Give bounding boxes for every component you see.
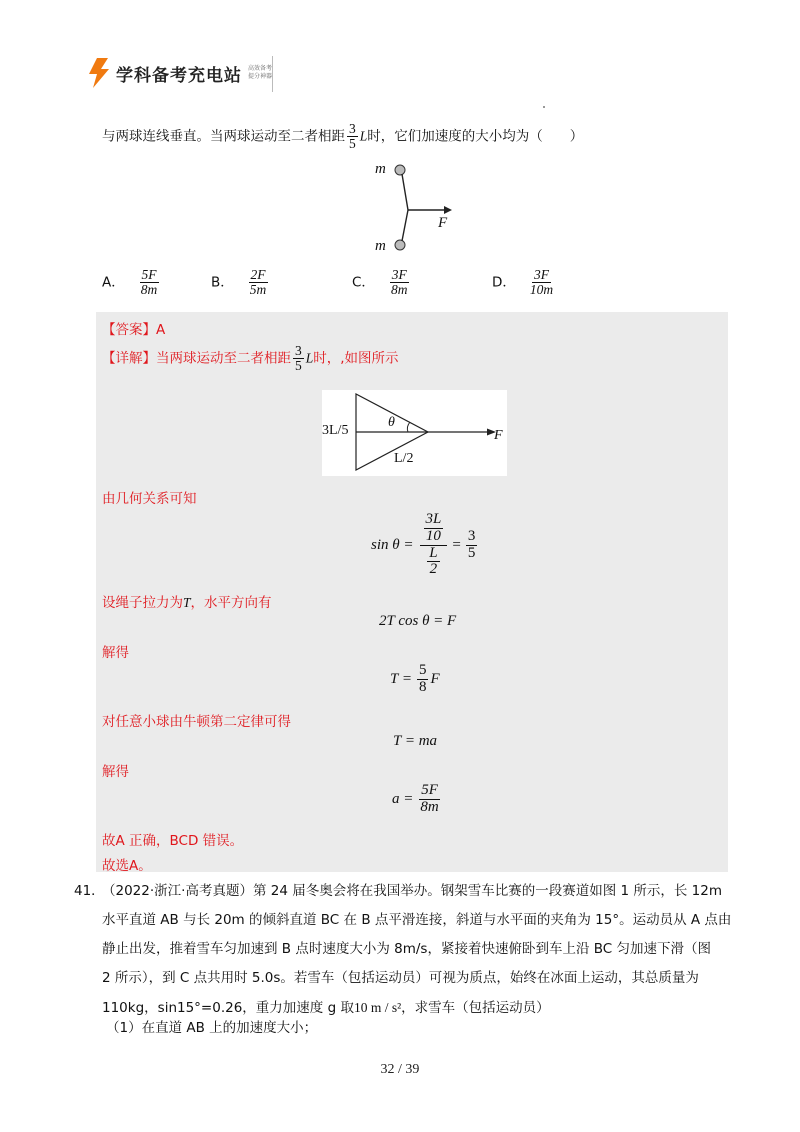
equation-accel-result: a = $\frac{5F}{8m}$ — [392, 782, 439, 815]
force-label: F — [438, 215, 448, 231]
sub-question-1: （1）在直道 AB 上的加速度大小； — [106, 1020, 318, 1036]
equation-newton: T = ma — [393, 733, 438, 749]
step-tension: 设绳子拉力为T，水平方向有 — [102, 595, 272, 611]
option-b[interactable]: B． $\frac{2F}{5m}$ — [211, 267, 267, 298]
step-geometry: 由几何关系可知 — [102, 491, 197, 507]
page-number: 32 / 39 — [380, 1062, 420, 1077]
equation-horizontal: 2T cos θ = F — [379, 613, 457, 629]
question-tail: 与两球连线垂直。当两球运动至二者相距 $\frac{3}{5}$ L时，它们加速度的大小均为（ ） — [102, 121, 584, 152]
brand-name: 学科备考充电站 — [116, 65, 242, 86]
header-divider — [272, 56, 273, 92]
answer-line: 【答案】A — [102, 322, 166, 338]
lightning-icon — [88, 58, 110, 88]
equation-tension-result: T = $\frac{5}{8}$ F — [390, 662, 440, 695]
question-number: 41． — [74, 883, 105, 899]
step-newton: 对任意小球由牛顿第二定律可得 — [102, 714, 291, 730]
angle-label: θ — [388, 415, 395, 430]
option-c[interactable]: C． $\frac{3F}{8m}$ — [352, 267, 408, 298]
force-label-2: F — [494, 428, 503, 443]
option-d[interactable]: D． $\frac{3F}{10m}$ — [492, 267, 554, 298]
conclusion-1: 故A 正确，BCD 错误。 — [102, 833, 244, 849]
mass-label-bottom: m — [375, 238, 386, 254]
side-label: 3L/5 — [322, 423, 349, 438]
equation-sin: sin θ = $\frac{\frac{3L}{10}}{\frac{L}{2}}$ = $\frac{3}{5}$ — [371, 511, 476, 578]
step-solve-1: 解得 — [102, 645, 129, 661]
detail-line: 【详解】当两球运动至二者相距 $\frac{3}{5}$ L时，,如图所示 — [102, 343, 399, 374]
dot-mark — [543, 106, 545, 108]
mass-label-top: m — [375, 161, 386, 177]
question-41-body: （2022·浙江·高考真题）第 24 届冬奥会将在我国举办。钢架雪车比赛的一段赛道如图 1 所示，长 12m 水平直道 AB 与长 20m 的倾斜直道 BC 在 B 点平滑连接，斜道与水平面的夹角为 15°。运动员从 A 点由 静止出发，推着雪车匀加速到 B 点时速度大小为 8m/s，紧接着快速俯卧到车上沿 BC 匀加速下滑（图 2 所示），到 C 点共用时 5.0s。若雪车（包括运动员）可视为质点，始终在冰面上运动，其总质量为 110kg，sin15°=0.26，重力加速度 g 取10 m / s²，求雪车（包括运动员） — [102, 883, 732, 1016]
rope-length-label: L/2 — [394, 451, 414, 466]
step-solve-2: 解得 — [102, 764, 129, 780]
geometry-figure — [322, 390, 507, 476]
brand-slogan: 高效备考 提分神器 — [248, 65, 273, 80]
option-a[interactable]: A． $\frac{5F}{8m}$ — [102, 267, 158, 298]
conclusion-2: 故选A。 — [102, 858, 152, 874]
header-logo — [88, 58, 272, 88]
